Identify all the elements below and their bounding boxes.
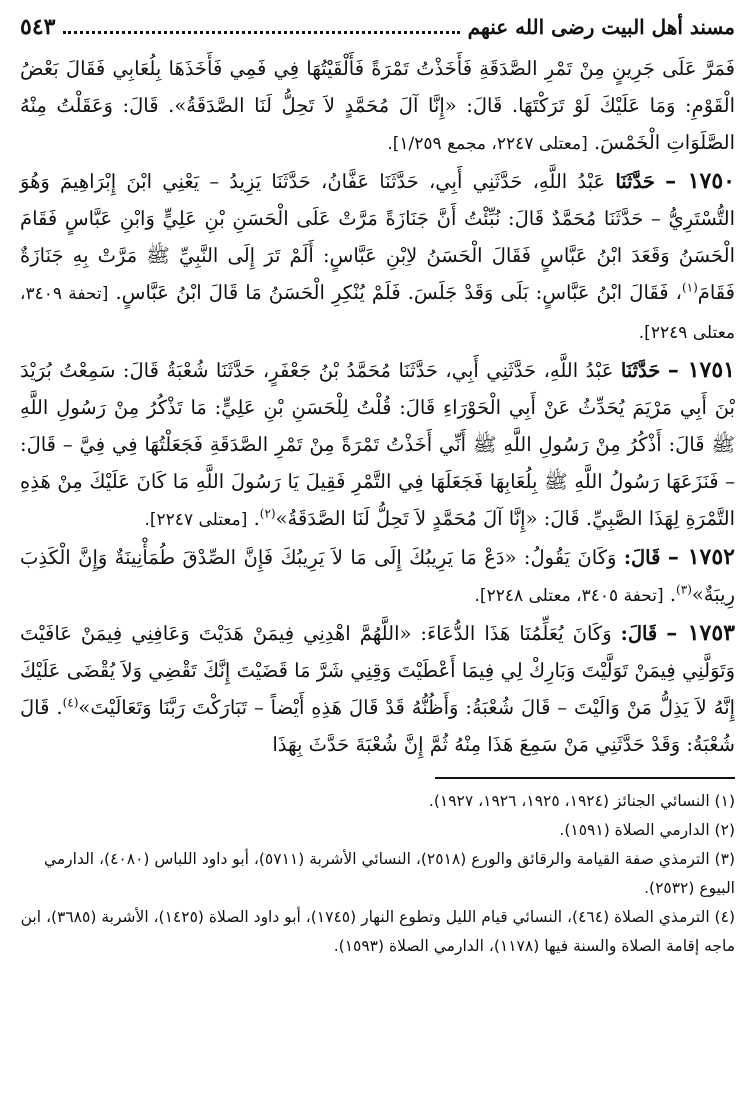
hadith-opener: حَدَّثَنَا (620, 359, 661, 382)
intro-paragraph (20, 50, 735, 163)
hadith-text: وَكَانَ يَقُولُ: «دَعْ مَا يَرِيبُكَ إِلَى مَا لاَ يَرِيبُكَ فَإِنَّ الصِّدْقَ طُمَأْنِينَةٌ وَإِنَّ الْكَذِبَ رِيبَةٌ» (20, 546, 735, 606)
hadith-1752 (20, 539, 735, 615)
hadith-opener: قَالَ: (623, 546, 661, 569)
header-dotted-leader (63, 31, 459, 34)
footnote-mark: (١) (681, 280, 698, 295)
footnote-2: (٢) الدارمي الصلاة (١٥٩١). (559, 821, 735, 839)
footnote-3: (٣) الترمذي صفة القيامة والرقائق والورع (٢٥١٨)، النسائي الأشربة (٥٧١١)، أبو داود اللباس (٤٠٨٠)، الدارمي البيوع (٢٥٣٢). (43, 850, 735, 897)
hadith-1753 (20, 615, 735, 763)
header-title: مسند أهل البيت رضى الله عنهم (467, 15, 735, 39)
hadith-reference: [معتلى ٢٢٤٧]. (144, 510, 248, 530)
hadith-1751 (20, 352, 735, 539)
hadith-text-continued: . قَالَ شُعْبَةُ: وَقَدْ حَدَّثَنِي مَنْ سَمِعَ هَذَا مِنْهُ ثُمَّ إِنَّ شُعْبَةَ حَدَّثَ بِهَذَا (20, 696, 735, 756)
hadith-text-continued: . (253, 507, 260, 530)
running-header (20, 14, 735, 44)
hadith-number: ١٧٥١ – (667, 357, 735, 383)
hadith-text-continued: . (669, 583, 677, 606)
hadith-reference: [تحفة ٣٤٠٩، معتلى ٢٢٤٩]. (20, 284, 735, 343)
hadith-opener: حَدَّثَنَا (615, 170, 655, 193)
footnotes (20, 787, 735, 961)
hadith-number: ١٧٥٣ – (666, 620, 735, 646)
hadith-text: وَكَانَ يُعَلِّمُنَا هَذَا الدُّعَاءَ: «اللَّهُمَّ اهْدِنِي فِيمَنْ هَدَيْتَ وَعَافِنِي فِيمَنْ عَافَيْتَ وَتَوَلَّنِي فِيمَنْ تَوَلَّيْتَ وَبَارِكْ لِي فِيمَا أَعْطَيْتَ وَقِنِي شَرَّ مَا قَضَيْتَ إِنَّكَ تَقْضِي وَلاَ يُقْضَى عَلَيْكَ إِنَّهُ لاَ يَذِلُّ مَنْ وَالَيْتَ – قَالَ شُعْبَةُ: وَأَظُنُّهُ قَدْ قَالَ هَذِهِ أَيْضاً – تَبَارَكْتَ رَبَّنَا وَتَعَالَيْتَ» (20, 622, 736, 719)
footnote-mark: (٣) (676, 582, 692, 597)
hadith-number: ١٧٥٢ – (667, 544, 735, 570)
hadith-number: ١٧٥٠ – (665, 168, 735, 194)
hadith-reference: [تحفة ٣٤٠٥، معتلى ٢٢٤٨]. (474, 586, 664, 606)
page-number: ٥٤٣ (20, 14, 56, 40)
hadith-text-continued: ، فَقَالَ ابْنُ عَبَّاسٍ: بَلَى وَقَدْ جَلَسَ. فَلَمْ يُنْكِرِ الْحَسَنُ مَا قَالَ ابْنُ عَبَّاسٍ. (115, 281, 682, 304)
hadith-opener: قَالَ: (620, 622, 658, 645)
footnote-mark: (٢) (259, 506, 276, 521)
hadith-text: عَبْدُ اللَّهِ، حَدَّثَنِي أَبِي، حَدَّثَنَا مُحَمَّدُ بْنُ جَعْفَرٍ، حَدَّثَنَا شُعْبَةُ قَالَ: سَمِعْتُ بُرَيْدَ بْنَ أَبِي مَرْيَمَ يُحَدِّثُ عَنْ أَبِي الْحَوْرَاءِ قَالَ: قُلْتُ لِلْحَسَنِ بْنِ عَلِيٍّ: مَا تَذْكُرُ مِنْ رَسُولِ اللَّهِ ﷺ قَالَ: أَذْكُرُ مِنْ رَسُولِ اللَّهِ ﷺ أَنِّي أَخَذْتُ تَمْرَةً مِنْ تَمْرِ الصَّدَقَةِ فَجَعَلْتُهَا فِي فِيَّ – قَالَ: – فَنَزَعَهَا رَسُولُ اللَّهِ ﷺ بِلُعَابِهَا فَجَعَلَهَا فِي التَّمْرِ فَقِيلَ يَا رَسُولَ اللَّهِ مَا كَانَ عَلَيْكَ مِنْ هَذِهِ التَّمْرَةِ لِهَذَا الصَّبِيِّ. قَالَ: «إِنَّا آلَ مُحَمَّدٍ لاَ تَحِلُّ لَنَا الصَّدَقَةُ» (20, 359, 735, 530)
footnote-4: (٤) الترمذي الصلاة (٤٦٤)، النسائي قيام الليل وتطوع النهار (١٧٤٥)، أبو داود الصلاة (١٤٢٥)، الأشربة (٣٦٨٥)، ابن ماجه إقامة الصلاة والسنة فيها (١١٧٨)، الدارمي الصلاة (١٥٩٣). (20, 908, 735, 955)
footnote-1: (١) النسائي الجنائز (١٩٢٤، ١٩٢٥، ١٩٢٦، ١٩٢٧). (428, 792, 735, 810)
hadith-text: عَبْدُ اللَّهِ، حَدَّثَنِي أَبِي، حَدَّثَنَا عَفَّانُ، حَدَّثَنَا يَزِيدُ – يَعْنِي ابْنَ إِبْرَاهِيمَ وَهُوَ التُّسْتَرِيُّ – حَدَّثَنَا مُحَمَّدٌ قَالَ: نُبِّئْتُ أَنَّ جَنَازَةً مَرَّتْ عَلَى الْحَسَنِ بْنِ عَلِيٍّ وَابْنِ عَبَّاسٍ فَقَامَ الْحَسَنُ وَقَعَدَ ابْنُ عَبَّاسٍ فَقَالَ الْحَسَنُ لاِبْنِ عَبَّاسٍ: أَلَمْ تَرَ إِلَى النَّبِيِّ ﷺ مَرَّتْ بِهِ جَنَازَةٌ فَقَامَ (20, 170, 735, 304)
hadith-1750 (20, 163, 735, 352)
intro-text: فَمَرَّ عَلَى جَرِينٍ مِنْ تَمْرِ الصَّدَقَةِ فَأَخَذْتُ تَمْرَةً فَأَلْقَيْتُهَا فِي فَمِي فَأَخَذَهَا بِلُعَابِي فَقَالَ بَعْضُ الْقَوْمِ: وَمَا عَلَيْكَ لَوْ تَرَكْتَهَا. قَالَ: «إِنَّا آلَ مُحَمَّدٍ لاَ تَحِلُّ لَنَا الصَّدَقَةُ». قَالَ: وَعَقَلْتُ مِنْهُ الصَّلَوَاتِ الْخَمْسَ. (20, 57, 735, 154)
intro-reference: [معتلى ٢٢٤٧، مجمع ١/٢٥٩]. (387, 134, 588, 154)
main-text (20, 50, 735, 763)
footnote-separator (435, 777, 735, 779)
footnote-mark: (٤) (62, 695, 79, 710)
